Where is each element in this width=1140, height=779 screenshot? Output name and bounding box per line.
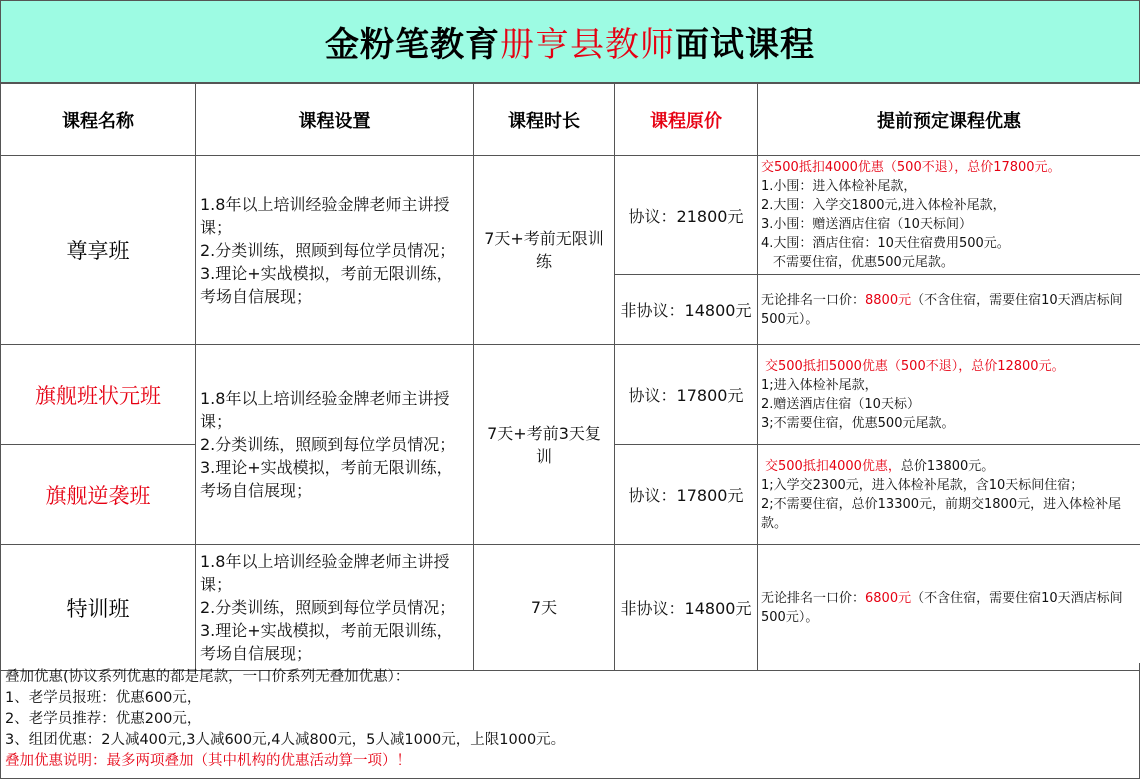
offer-line: 1;入学交2300元，进入体检补尾款，含10天标间住宿； xyxy=(761,477,1084,493)
setup-line: 1.8年以上培训经验金牌老师主讲授课； xyxy=(200,552,450,594)
offer-line: 不需要住宿，优惠500元尾款。 xyxy=(773,255,954,270)
setup-line: 2.分类训练，照顾到每位学员情况； xyxy=(200,435,456,454)
offer-text: （不含住宿，需要住宿10天酒店标间500元）。 xyxy=(761,292,1123,327)
setup-line: 2.分类训练，照顾到每位学员情况； xyxy=(200,240,456,260)
setup-line: 3.理论+实战模拟，考前无限训练，考场自信展现； xyxy=(200,621,453,663)
table-row xyxy=(1,545,1140,671)
offer-zunxiang-nonagreement xyxy=(758,275,1140,345)
offer-texun xyxy=(758,545,1140,671)
class-name-zunxiang: 尊享班 xyxy=(1,156,196,345)
offer-text: 总价13800元。 xyxy=(900,458,995,474)
offer-nixi xyxy=(758,445,1140,545)
offer-amount: 6800元 xyxy=(865,590,912,606)
footer-note: 叠加优惠说明：最多两项叠加（其中机构的优惠活动算一项）！ xyxy=(5,753,411,769)
duration-zunxiang: 7天+考前无限训练 xyxy=(474,156,615,345)
duration-flagship: 7天+考前3天复训 xyxy=(474,345,615,545)
offer-line xyxy=(761,457,1138,476)
title-brand: 金粉笔教育 xyxy=(325,25,500,65)
price-zunxiang-agreement: 协议：21800元 xyxy=(615,156,758,275)
page-title xyxy=(0,0,1140,83)
course-table xyxy=(0,83,1140,671)
offer-text: 交500抵扣4000优惠， xyxy=(765,458,901,474)
offer-line: 3;不需要住宿，优惠500元尾款。 xyxy=(761,415,955,431)
table-row xyxy=(1,345,1140,445)
offer-line: 交500抵扣4000优惠（500不退），总价17800元。 xyxy=(761,160,1061,175)
header-course-name: 课程名称 xyxy=(1,84,196,156)
table-row xyxy=(1,156,1140,275)
offer-line: 1.小围：进入体检补尾款， xyxy=(761,179,917,194)
setup-line: 2.分类训练，照顾到每位学员情况； xyxy=(200,598,456,617)
offer-line: 2.大围：入学交1800元,进入体检补尾款， xyxy=(761,198,1006,213)
class-name-zhuangyuan: 旗舰班状元班 xyxy=(1,345,196,445)
footer-line: 1、老学员报班：优惠600元， xyxy=(5,690,202,706)
price-zhuangyuan: 协议：17800元 xyxy=(615,345,758,445)
offer-text: 无论排名一口价： xyxy=(761,292,866,308)
offer-line: 2.赠送酒店住宿（10天标） xyxy=(761,396,920,412)
header-course-setup: 课程设置 xyxy=(196,84,474,156)
header-row xyxy=(1,84,1140,156)
stacking-discount-notes xyxy=(0,663,1140,779)
setup-line: 1.8年以上培训经验金牌老师主讲授课； xyxy=(200,194,450,237)
offer-line: 1;进入体检补尾款， xyxy=(761,377,878,393)
setup-line: 3.理论+实战模拟，考前无限训练，考场自信展现； xyxy=(200,458,453,500)
offer-text: （不含住宿，需要住宿10天酒店标间500元）。 xyxy=(761,590,1123,625)
setup-line: 3.理论+实战模拟，考前无限训练，考场自信展现； xyxy=(200,263,453,306)
price-texun: 非协议：14800元 xyxy=(615,545,758,671)
class-name-texun: 特训班 xyxy=(1,545,196,671)
course-setup-cell xyxy=(196,156,474,345)
course-setup-cell xyxy=(196,545,474,671)
class-name-nixi: 旗舰逆袭班 xyxy=(1,445,196,545)
offer-line: 交500抵扣5000优惠（500不退），总价12800元。 xyxy=(765,358,1065,374)
offer-line: 2;不需要住宿，总价13300元，前期交1800元，进入体检补尾款。 xyxy=(761,496,1122,531)
header-duration: 课程时长 xyxy=(474,84,615,156)
offer-text: 无论排名一口价： xyxy=(761,590,866,606)
offer-line: 4.大围：酒店住宿：10天住宿费用500元。 xyxy=(761,236,1010,251)
duration-texun: 7天 xyxy=(474,545,615,671)
offer-line: 3.小围：赠送酒店住宿（10天标间） xyxy=(761,217,972,232)
offer-amount: 8800元 xyxy=(865,292,912,308)
footer-line: 3、组团优惠：2人减400元,3人减600元,4人减800元，5人减1000元，上限1000元。 xyxy=(5,732,566,748)
footer-line: 2、老学员推荐：优惠200元， xyxy=(5,711,202,727)
price-zunxiang-nonagreement: 非协议：14800元 xyxy=(615,275,758,345)
course-setup-cell xyxy=(196,345,474,545)
footer-line: 叠加优惠(协议系列优惠的都是尾款，一口价系列无叠加优惠）： xyxy=(5,669,410,685)
header-original-price: 课程原价 xyxy=(615,84,758,156)
setup-line: 1.8年以上培训经验金牌老师主讲授课； xyxy=(200,389,450,431)
title-county: 册亨县教师 xyxy=(500,25,675,65)
offer-zhuangyuan xyxy=(758,345,1140,445)
offer-zunxiang-agreement xyxy=(758,156,1140,275)
header-early-offer: 提前预定课程优惠 xyxy=(758,84,1140,156)
title-course: 面试课程 xyxy=(675,25,815,65)
price-nixi: 协议：17800元 xyxy=(615,445,758,545)
